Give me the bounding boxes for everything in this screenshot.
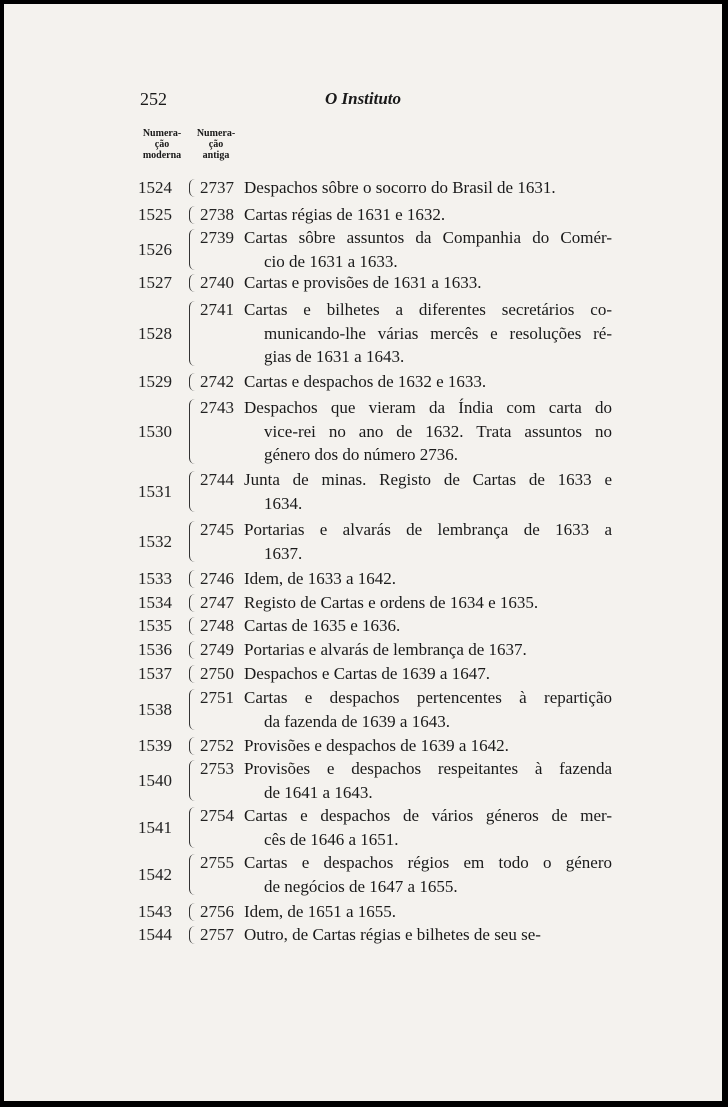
column-header-line: Numera- (142, 128, 182, 139)
description-line: da fazenda de 1639 a 1643. (264, 711, 450, 731)
column-header-line: moderna (142, 150, 182, 161)
old-number: 2745 (200, 520, 234, 539)
entry-description (244, 614, 612, 638)
old-number: 2751 (200, 688, 234, 707)
description-line: Provisões e despachos de 1639 a 1642. (244, 736, 509, 755)
column-header-modern (134, 128, 190, 161)
description-line: Cartas e bilhetes a diferentes secretários co- (244, 300, 612, 319)
old-number: 2747 (200, 593, 234, 612)
modern-number: 1524 (138, 178, 172, 197)
description-line: Cartas e despachos régios em todo o género (244, 853, 612, 872)
description-line: Cartas sôbre assuntos da Companhia do Comér- (244, 228, 612, 247)
modern-number: 1528 (138, 323, 172, 343)
description-line: Cartas e despachos de 1632 e 1633. (244, 372, 487, 391)
entry-description (244, 900, 612, 924)
column-header-line: ção (154, 139, 170, 150)
catalog-entry (4, 203, 722, 227)
catalog-entry (4, 271, 722, 295)
brace-divider (189, 373, 198, 391)
entry-description (244, 804, 612, 851)
catalog-entry (4, 567, 722, 591)
description-line: 1637. (264, 543, 303, 563)
modern-number: 1536 (138, 640, 172, 659)
brace-divider (189, 665, 198, 683)
column-header-line: antiga (202, 150, 230, 161)
old-number: 2739 (200, 228, 234, 247)
entry-description (244, 638, 612, 662)
entry-description (244, 851, 612, 898)
modern-number: 1526 (138, 239, 172, 259)
brace-divider (189, 399, 198, 464)
page-number: 252 (140, 89, 167, 109)
description-line: Junta de minas. Registo de Cartas de 1633 e (244, 470, 612, 489)
catalog-entry (4, 686, 722, 733)
entry-description (244, 203, 612, 227)
old-number: 2743 (200, 398, 234, 417)
catalog-entry (4, 757, 722, 804)
entry-description (244, 370, 612, 394)
brace-divider (189, 903, 198, 921)
modern-number: 1530 (138, 421, 172, 441)
modern-number: 1544 (138, 925, 172, 944)
brace-divider (189, 570, 198, 588)
description-line: Cartas régias de 1631 e 1632. (244, 205, 446, 224)
brace-divider (189, 737, 198, 755)
column-header-line: Numera- (196, 128, 236, 139)
old-number: 2757 (200, 925, 234, 944)
catalog-entry (4, 923, 722, 947)
column-header-old (194, 128, 238, 161)
description-line: Idem, de 1633 a 1642. (244, 569, 397, 588)
modern-number: 1534 (138, 593, 172, 612)
modern-number: 1537 (138, 664, 172, 683)
modern-number: 1542 (138, 864, 172, 884)
description-line: Provisões e despachos respeitantes à fazenda (244, 759, 612, 778)
document-page (4, 4, 722, 1101)
old-number: 2750 (200, 664, 234, 683)
old-number: 2749 (200, 640, 234, 659)
old-number: 2744 (200, 470, 234, 489)
description-line: cio de 1631 a 1633. (264, 251, 398, 271)
catalog-entry (4, 804, 722, 851)
catalog-entry (4, 176, 722, 200)
description-line: Cartas e despachos de vários géneros de mer- (244, 806, 612, 825)
brace-divider (189, 760, 198, 801)
entry-description (244, 686, 612, 733)
modern-number: 1527 (138, 273, 172, 292)
catalog-entry (4, 298, 722, 369)
entry-description (244, 662, 612, 686)
entry-description (244, 176, 612, 200)
brace-divider (189, 617, 198, 635)
old-number: 2740 (200, 273, 234, 292)
description-line: Outro, de Cartas régias e bilhetes de seu se- (244, 925, 541, 944)
entry-description (244, 396, 612, 467)
brace-divider (189, 206, 198, 224)
description-line: Portarias e alvarás de lembrança de 1633 a (244, 520, 612, 539)
old-number: 2756 (200, 902, 234, 921)
old-number: 2741 (200, 300, 234, 319)
entry-description (244, 226, 612, 273)
entry-description (244, 923, 612, 947)
modern-number: 1541 (138, 817, 172, 837)
old-number: 2754 (200, 806, 234, 825)
description-line: género dos do número 2736. (264, 445, 459, 464)
old-number: 2755 (200, 853, 234, 872)
old-number: 2738 (200, 205, 234, 224)
brace-divider (189, 594, 198, 612)
brace-divider (189, 854, 198, 895)
brace-divider (189, 807, 198, 848)
description-line: 1634. (264, 493, 303, 513)
description-line: Portarias e alvarás de lembrança de 1637. (244, 640, 527, 659)
catalog-entry (4, 638, 722, 662)
catalog-entry (4, 662, 722, 686)
modern-number: 1529 (138, 372, 172, 391)
old-number: 2752 (200, 736, 234, 755)
description-line: Despachos que vieram da Índia com carta do (244, 398, 612, 417)
brace-divider (189, 179, 198, 197)
page-header (4, 89, 722, 115)
description-line: de 1641 a 1643. (264, 782, 373, 802)
description-line: gias de 1631 a 1643. (264, 347, 405, 366)
catalog-entry (4, 734, 722, 758)
catalog-entry (4, 614, 722, 638)
brace-divider (189, 301, 198, 366)
entry-description (244, 518, 612, 565)
old-number: 2742 (200, 372, 234, 391)
modern-number: 1531 (138, 481, 172, 501)
modern-number: 1539 (138, 736, 172, 755)
description-line: vice-rei no ano de 1632. Trata assuntos no (264, 421, 612, 441)
description-line: de negócios de 1647 a 1655. (264, 876, 458, 896)
old-number: 2748 (200, 616, 234, 635)
brace-divider (189, 641, 198, 659)
catalog-entry (4, 591, 722, 615)
description-line: Cartas e provisões de 1631 a 1633. (244, 273, 482, 292)
description-line: Despachos sôbre o socorro do Brasil de 1631. (244, 178, 556, 197)
catalog-entry (4, 851, 722, 898)
brace-divider (189, 521, 198, 562)
old-number: 2737 (200, 178, 234, 197)
brace-divider (189, 926, 198, 944)
catalog-entry (4, 396, 722, 467)
modern-number: 1540 (138, 770, 172, 790)
brace-divider (189, 689, 198, 730)
old-number: 2753 (200, 759, 234, 778)
entry-description (244, 298, 612, 369)
old-number: 2746 (200, 569, 234, 588)
modern-number: 1525 (138, 205, 172, 224)
catalog-entry (4, 370, 722, 394)
brace-divider (189, 274, 198, 292)
entry-description (244, 591, 612, 615)
modern-number: 1532 (138, 531, 172, 551)
entry-description (244, 757, 612, 804)
catalog-entry (4, 226, 722, 273)
description-line: cês de 1646 a 1651. (264, 829, 399, 849)
entry-description (244, 567, 612, 591)
description-line: Despachos e Cartas de 1639 a 1647. (244, 664, 490, 683)
modern-number: 1533 (138, 569, 172, 588)
description-line: Cartas e despachos pertencentes à repartição (244, 688, 612, 707)
modern-number: 1535 (138, 616, 172, 635)
column-header-line: ção (208, 139, 224, 150)
catalog-entry (4, 900, 722, 924)
catalog-entry (4, 518, 722, 565)
description-line: Cartas de 1635 e 1636. (244, 616, 401, 635)
description-line: Registo de Cartas e ordens de 1634 e 1635. (244, 593, 539, 612)
brace-divider (189, 471, 198, 512)
entry-description (244, 271, 612, 295)
entry-description (244, 734, 612, 758)
modern-number: 1543 (138, 902, 172, 921)
running-title: O Instituto (324, 89, 402, 108)
entry-description (244, 468, 612, 515)
description-line: Idem, de 1651 a 1655. (244, 902, 397, 921)
catalog-entry (4, 468, 722, 515)
description-line: municando-lhe várias mercês e resoluções ré- (264, 323, 612, 343)
modern-number: 1538 (138, 699, 172, 719)
brace-divider (189, 229, 198, 270)
